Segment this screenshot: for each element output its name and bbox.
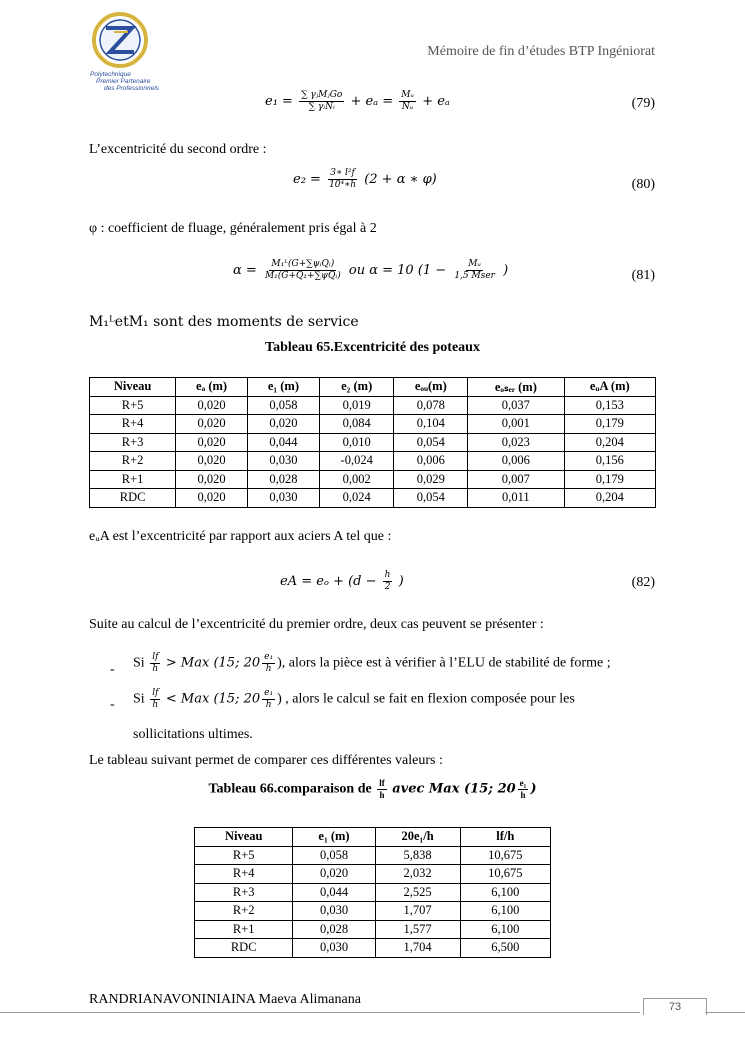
table-cell: 0,044	[293, 883, 375, 902]
table-cell: 0,044	[247, 433, 319, 452]
table-cell: R+4	[90, 415, 176, 434]
table-cell: 0,054	[394, 433, 468, 452]
table-header-cell: e₂ (m)	[319, 378, 394, 397]
bullet-2: Si $\frac{lf}{h}$ < Max (15; 20 $\frac{\text{e₁}}{h}$ ) , alors le calcul se fait en flexion composée pour les	[133, 688, 575, 710]
table-row	[90, 452, 656, 471]
table-cell: 0,030	[247, 489, 319, 508]
table-cell: R+3	[195, 883, 293, 902]
equation-80: e₂ = $\frac{\text{3∗ l²f}}{\text{10⁴∗h}}$ (2 + α ∗ φ)	[293, 168, 437, 190]
bullet-2-continuation: sollicitations ultimes.	[133, 727, 253, 742]
table-cell: 0,023	[468, 433, 564, 452]
table-cell: 6,100	[460, 883, 550, 902]
table-header-cell: 20e₁/h	[375, 828, 460, 847]
table-cell: 6,100	[460, 902, 550, 921]
table-cell: R+3	[90, 433, 176, 452]
table-cell: 2,032	[375, 865, 460, 884]
footer-divider	[0, 1012, 640, 1013]
table-cell: R+2	[195, 902, 293, 921]
table-cell: RDC	[195, 939, 293, 958]
text-compare: Le tableau suivant permet de comparer ces différentes valeurs :	[89, 753, 443, 768]
table-cell: 0,020	[247, 415, 319, 434]
table-cell: 1,704	[375, 939, 460, 958]
table-row	[90, 489, 656, 508]
table-cell: 0,020	[176, 415, 248, 434]
table-cell: 0,020	[176, 396, 248, 415]
table-cell: R+2	[90, 452, 176, 471]
table-cell: 6,100	[460, 920, 550, 939]
table-row	[90, 470, 656, 489]
equation-number-80: (80)	[631, 177, 655, 192]
text-eua: eᵤA est l’excentricité par rapport aux aciers A tel que :	[89, 529, 392, 544]
equation-79: e₁ = $\frac{\text{∑ γⱼMⱼGo}}{\text{∑ γᵢNᵢ}}$ + eₐ = $\frac{\text{Mᵤ}}{\text{Nᵤ}}$ + eₐ	[265, 90, 450, 112]
table-cell: 0,204	[564, 489, 655, 508]
table-cell: 0,104	[394, 415, 468, 434]
header-title: Mémoire de fin d’études BTP Ingéniorat	[427, 44, 655, 59]
text-phi: φ : coefficient de fluage, généralement pris égal à 2	[89, 221, 377, 236]
table-cell: 0,020	[176, 452, 248, 471]
table-cell: R+4	[195, 865, 293, 884]
table-cell: R+5	[90, 396, 176, 415]
table-cell: 0,179	[564, 470, 655, 489]
equation-number-79: (79)	[631, 96, 655, 111]
table-cell: 1,707	[375, 902, 460, 921]
table-row	[195, 939, 551, 958]
table-cell: 0,030	[293, 939, 375, 958]
table-row	[90, 396, 656, 415]
table-65-caption: Tableau 65.Excentricité des poteaux	[265, 340, 480, 355]
table-cell: R+5	[195, 846, 293, 865]
table-header-cell: e₁ (m)	[247, 378, 319, 397]
table-cell: 0,010	[319, 433, 394, 452]
equation-number-82: (82)	[631, 575, 655, 590]
table-cell: 0,029	[394, 470, 468, 489]
table-cell: 5,838	[375, 846, 460, 865]
table-row	[195, 902, 551, 921]
equation-number-81: (81)	[631, 268, 655, 283]
equation-81: α = $\frac{\text{M₁ᴸ(G+∑ψᵢQᵢ)}}{\text{M₁(G+Q₁+∑ψQᵢ)}}$ ou α = 10 (1 − $\frac{\text{Mᵤ}}{\text{1,5 Mser}}$ )	[233, 259, 509, 281]
table-header-row	[195, 828, 551, 847]
table-cell: 0,030	[247, 452, 319, 471]
equation-82: eA = eₒ + (d − $\frac{h}{2}$ )	[280, 570, 404, 592]
school-logo	[88, 10, 168, 96]
table-cell: 10,675	[460, 865, 550, 884]
svg-text:Polytechnique: Polytechnique	[90, 71, 131, 78]
text-moments: M₁ᴸetM₁ sont des moments de service	[89, 314, 359, 330]
table-cell: 0,054	[394, 489, 468, 508]
table-cell: 0,028	[293, 920, 375, 939]
table-cell: 0,011	[468, 489, 564, 508]
page-number: 73	[643, 998, 707, 1015]
table-cell: 0,058	[247, 396, 319, 415]
svg-text:Premier Partenaire: Premier Partenaire	[96, 78, 151, 85]
table-cell: 0,019	[319, 396, 394, 415]
table-cell: 0,204	[564, 433, 655, 452]
bullet-1: Si $\frac{lf}{h}$ > Max (15; 20 $\frac{\text{e₁}}{h}$ ), alors la pièce est à vérifier à l’ELU de stabilité de forme ;	[133, 652, 611, 674]
table-header-row	[90, 378, 656, 397]
table-header-cell: eₒᵤ(m)	[394, 378, 468, 397]
footer-divider	[705, 1012, 745, 1013]
table-cell: 0,006	[394, 452, 468, 471]
table-cell: 0,020	[176, 433, 248, 452]
table-65	[89, 377, 656, 508]
table-cell: 2,525	[375, 883, 460, 902]
table-cell: 1,577	[375, 920, 460, 939]
table-cell: RDC	[90, 489, 176, 508]
table-cell: 0,058	[293, 846, 375, 865]
text-second-order: L’excentricité du second ordre :	[89, 142, 267, 157]
table-cell: 0,024	[319, 489, 394, 508]
table-cell: 6,500	[460, 939, 550, 958]
footer-author: RANDRIANAVONINIAINA Maeva Alimanana	[89, 992, 361, 1007]
table-header-cell: eᵤA (m)	[564, 378, 655, 397]
table-cell: 0,020	[293, 865, 375, 884]
table-row	[195, 920, 551, 939]
table-header-cell: Niveau	[195, 828, 293, 847]
table-cell: 10,675	[460, 846, 550, 865]
table-cell: 0,179	[564, 415, 655, 434]
table-cell: 0,020	[176, 470, 248, 489]
table-cell: 0,037	[468, 396, 564, 415]
svg-text:des Professionnels: des Professionnels	[104, 85, 159, 92]
table-cell: 0,028	[247, 470, 319, 489]
table-header-cell: e₁ (m)	[293, 828, 375, 847]
table-cell: R+1	[195, 920, 293, 939]
table-66-caption: Tableau 66.comparaison de $\frac{lf}{h}$ avec Max (15; 20 $\frac{\text{e₁}}{h}$ )	[208, 778, 537, 800]
table-row	[195, 865, 551, 884]
table-row	[195, 846, 551, 865]
table-cell: 0,156	[564, 452, 655, 471]
table-row	[195, 883, 551, 902]
table-66	[194, 827, 551, 958]
table-cell: 0,002	[319, 470, 394, 489]
table-cell: 0,007	[468, 470, 564, 489]
table-cell: -0,024	[319, 452, 394, 471]
table-cell: 0,001	[468, 415, 564, 434]
table-cell: 0,030	[293, 902, 375, 921]
bullet-dash: -	[110, 697, 115, 712]
table-row	[90, 415, 656, 434]
table-cell: 0,078	[394, 396, 468, 415]
table-cell: 0,084	[319, 415, 394, 434]
text-cases: Suite au calcul de l’excentricité du premier ordre, deux cas peuvent se présenter :	[89, 617, 544, 632]
bullet-dash: -	[110, 662, 115, 677]
table-header-cell: lf/h	[460, 828, 550, 847]
table-cell: 0,153	[564, 396, 655, 415]
table-row	[90, 433, 656, 452]
table-header-cell: Niveau	[90, 378, 176, 397]
table-header-cell: eₒₛₑᵣ (m)	[468, 378, 564, 397]
table-header-cell: eₐ (m)	[176, 378, 248, 397]
table-cell: R+1	[90, 470, 176, 489]
table-cell: 0,006	[468, 452, 564, 471]
table-cell: 0,020	[176, 489, 248, 508]
